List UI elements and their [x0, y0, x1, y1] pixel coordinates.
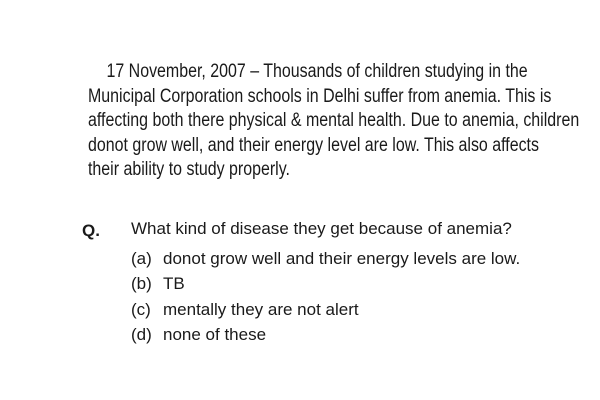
question-label: Q.	[82, 221, 100, 240]
answer-option-a	[131, 246, 520, 272]
passage-line: 17 November, 2007 – Thousands of children studying in the	[106, 61, 528, 82]
passage-line: their ability to study properly.	[88, 159, 290, 180]
passage-line: affecting both there physical & mental health. Due to anemia, children	[88, 110, 580, 131]
option-letter: (d)	[131, 325, 152, 345]
option-text: donot grow well and their energy levels are low.	[163, 248, 521, 268]
option-text: none of these	[163, 325, 267, 345]
answer-option-b	[131, 272, 520, 298]
option-letter: (c)	[131, 299, 151, 319]
option-letter: (b)	[131, 274, 152, 294]
question-text: What kind of disease they get because of anemia?	[131, 219, 512, 238]
option-text: mentally they are not alert	[163, 299, 359, 319]
answer-option-c	[131, 297, 520, 323]
passage-line: Municipal Corporation schools in Delhi suffer from anemia. This is	[88, 85, 552, 107]
option-text: TB	[163, 274, 185, 294]
answer-options	[131, 246, 520, 348]
passage-line: donot grow well, and their energy level are low. This also affects	[88, 134, 539, 156]
answer-option-d	[131, 323, 520, 349]
option-letter: (a)	[131, 248, 152, 268]
news-passage	[88, 60, 580, 183]
